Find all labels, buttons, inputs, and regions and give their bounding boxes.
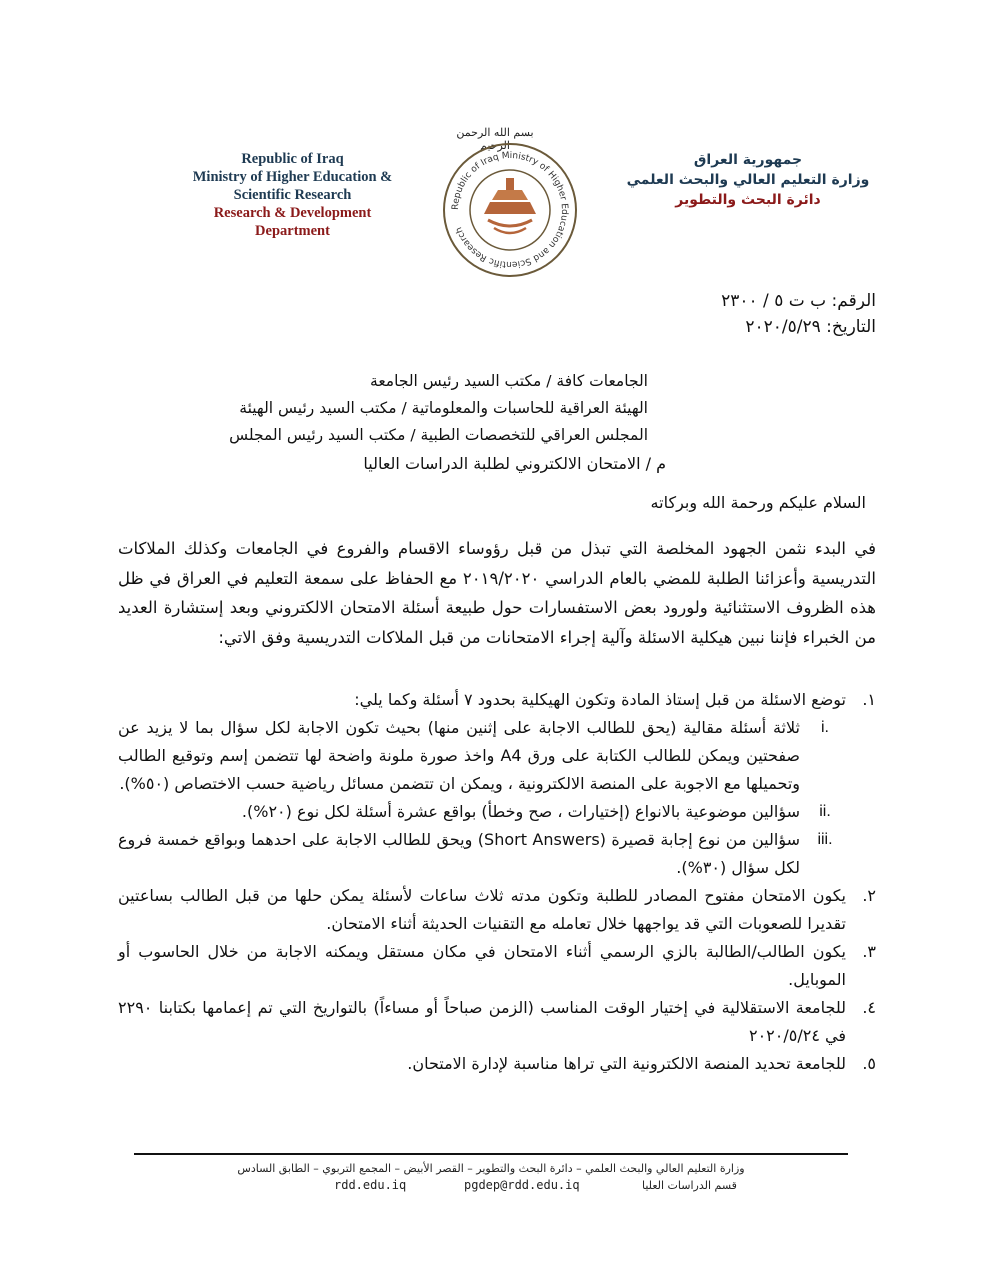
sub-item-number: ii. bbox=[819, 803, 831, 820]
recipients-block bbox=[229, 368, 648, 449]
item-number: ٣. bbox=[862, 942, 876, 961]
body-paragraph: في البدء نثمن الجهود المخلصة التي تبذل من قبل رؤوساء الاقسام والفروع في الجامعات وكذلك الملاكات التدريسية وأعزائنا الطلبة للمضي بالعام الدراسي ٢٠١٩/٢٠٢٠ مع الحفاظ على سمعة التعليم في العراق في ظل هذه الظروف الاستثنائية ولورود بعض الاستفسارات حول طبيعة أسئلة الامتحان الالكتروني وبعد إستشارة العديد من الخبراء فإننا نبين هيكلية الاسئلة وآلية إجراء الامتحانات من قبل الملاكات التدريسية وفق الاتي: bbox=[118, 539, 876, 647]
sub-item-text: ثلاثة أسئلة مقالية (يحق للطالب الاجابة على إثنين منها) بحيث تكون الاجابة لكل سؤال بما لا يزيد عن صفحتين ويمكن للطالب الكتابة على ورق A4 واخذ صورة ملونة واضحة لها تتضمن إسم وتوقيع الطالب وتحميلها مع الاجوبة على المنصة الالكترونية ، ويمكن ان تتضمن مسائل رياضية حسب الاختصاص (٥٠%). bbox=[118, 718, 801, 793]
list-item bbox=[118, 882, 876, 938]
recipient-line: المجلس العراقي للتخصصات الطبية / مكتب السيد رئيس المجلس bbox=[229, 426, 648, 444]
sub-item bbox=[118, 798, 846, 826]
letterhead-arabic bbox=[598, 150, 898, 210]
ar-ministry: وزارة التعليم العالي والبحث العلمي bbox=[626, 172, 870, 188]
en-country: Republic of Iraq bbox=[241, 151, 344, 167]
reference-number: الرقم: ب ت ٥ / ٢٣٠٠ bbox=[721, 291, 876, 311]
recipient-line: الهيئة العراقية للحاسبات والمعلوماتية / مكتب السيد رئيس الهيئة bbox=[239, 399, 648, 417]
en-department-2: Department bbox=[255, 223, 330, 239]
en-department: Research & Development bbox=[213, 205, 372, 221]
basmala: بسم الله الرحمن الرحيم bbox=[456, 126, 534, 152]
item-text: يكون الطالب/الطالبة بالزي الرسمي أثناء الامتحان في مكان مستقل ويمكنه الاجابة من خلال الحاسوب أو الموبايل. bbox=[118, 942, 846, 989]
reference-block bbox=[721, 288, 876, 340]
en-ministry: Ministry of Higher Education & bbox=[192, 169, 393, 185]
recipient-line: الجامعات كافة / مكتب السيد رئيس الجامعة bbox=[370, 372, 648, 390]
list-item bbox=[118, 686, 876, 714]
reference-date: التاريخ: ٢٠٢٠/٥/٢٩ bbox=[745, 317, 876, 337]
sub-item bbox=[118, 826, 846, 882]
instructions-list bbox=[118, 686, 876, 1078]
ar-country: جمهورية العراق bbox=[693, 152, 803, 168]
list-item bbox=[118, 1050, 876, 1078]
sub-item-text: سؤالين موضوعية بالانواع (إختيارات ، صح وخطأ) بواقع عشرة أسئلة لكل نوع (٢٠%). bbox=[241, 802, 800, 821]
item-number: ١. bbox=[862, 690, 876, 709]
sub-item-number: iii. bbox=[817, 831, 833, 848]
footer-address: وزارة التعليم العالي والبحث العلمي – دائرة البحث والتطوير – القصر الأبيض – المجمع التربوي – الطابق السادس bbox=[237, 1162, 745, 1175]
item-text: للجامعة تحديد المنصة الالكترونية التي تراها مناسبة لإدارة الامتحان. bbox=[407, 1054, 846, 1073]
ar-department: دائرة البحث والتطوير bbox=[675, 192, 821, 208]
list-item bbox=[118, 994, 876, 1050]
item-text: يكون الامتحان مفتوح المصادر للطلبة وتكون مدته ثلاث ساعات لأسئلة يمكن حلها من قبل الطالب بساعتين تقديرا للصعوبات التي قد يواجهها خلال تعامله مع التقنيات الحديثة أثناء الامتحان. bbox=[118, 886, 846, 933]
footer-contacts bbox=[134, 1177, 848, 1197]
item-text: توضع الاسئلة من قبل إستاذ المادة وتكون الهيكلية بحدود ٧ أسئلة وكما يلي: bbox=[354, 690, 846, 709]
list-item bbox=[118, 938, 876, 994]
item-number: ٥. bbox=[862, 1054, 876, 1073]
footer-divider bbox=[134, 1153, 848, 1155]
footer bbox=[134, 1160, 848, 1197]
sub-item-text: سؤالين من نوع إجابة قصيرة (Short Answers) ويحق للطالب الاجابة على احدهما وبواقع خمسة فروع لكل سؤال (٣٠%). bbox=[118, 830, 800, 877]
sub-item bbox=[118, 714, 846, 798]
footer-dept: قسم الدراسات العليا bbox=[642, 1179, 737, 1192]
seal-ring-text: Republic of Iraq Ministry of Higher Education and Scientific Research bbox=[450, 150, 570, 270]
en-ministry-2: Scientific Research bbox=[233, 187, 352, 203]
sub-item-number: i. bbox=[821, 719, 829, 736]
item-number: ٢. bbox=[862, 886, 876, 905]
item-number: ٤. bbox=[862, 998, 876, 1017]
footer-email[interactable]: pgdep@rdd.edu.iq bbox=[464, 1178, 580, 1192]
letterhead-english bbox=[150, 150, 435, 240]
ministry-seal-icon bbox=[440, 140, 580, 280]
item-text: للجامعة الاستقلالية في إختيار الوقت المناسب (الزمن صباحاً أو مساءاً) بالتواريخ التي تم إعمامها بكتابنا ٢٢٩٠ في ٢٠٢٠/٥/٢٤ bbox=[118, 998, 846, 1045]
letter-subject: م / الامتحان الالكتروني لطلبة الدراسات العاليا bbox=[363, 454, 666, 473]
footer-website[interactable]: rdd.edu.iq bbox=[334, 1178, 407, 1192]
greeting: السلام عليكم ورحمة الله وبركاته bbox=[650, 493, 866, 512]
